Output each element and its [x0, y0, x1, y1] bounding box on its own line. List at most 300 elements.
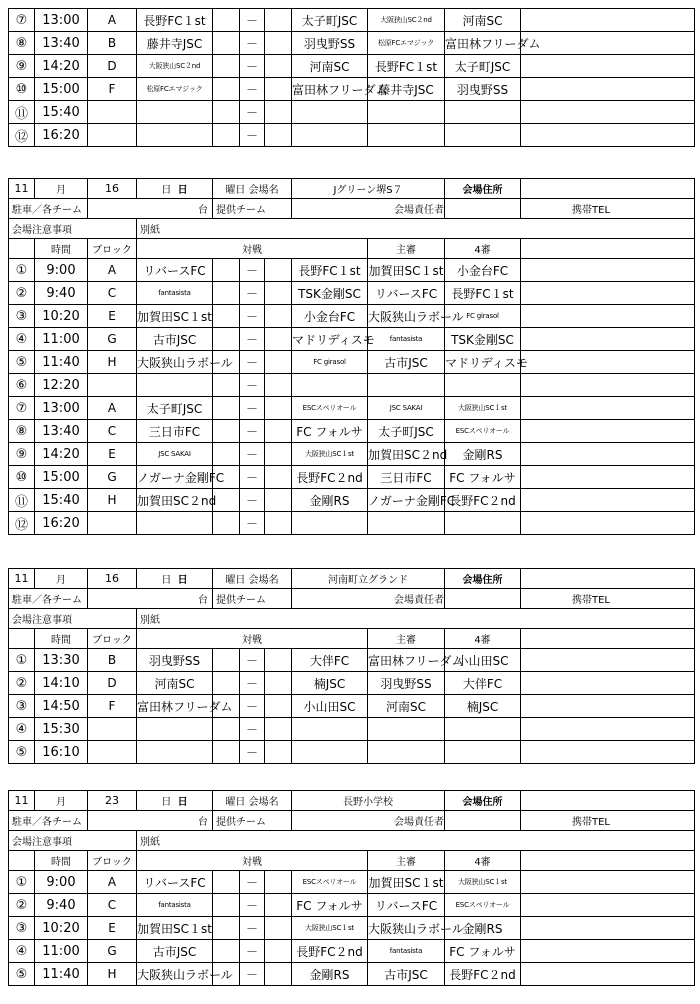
phone-cell [521, 811, 695, 831]
cell-block: F [88, 695, 137, 718]
blank-cell [521, 489, 695, 512]
spacer-cell [265, 443, 292, 466]
manager-value [445, 811, 521, 831]
cell-block [88, 512, 137, 535]
versus-dash: － [240, 649, 265, 672]
parking-label: 駐車／各チーム [9, 589, 88, 609]
spacer-cell [265, 259, 292, 282]
cell-referee: リバースFC [368, 894, 445, 917]
cell-home: 大阪狭山ラボール [137, 963, 213, 986]
cell-no: ⑧ [9, 420, 35, 443]
cell-away [292, 124, 368, 147]
cell-time: 9:00 [35, 871, 88, 894]
cell-away [292, 374, 368, 397]
cell-no: ④ [9, 940, 35, 963]
match-row [9, 32, 695, 55]
venue-name: 河南町立グランド [292, 569, 445, 589]
cell-away: 楠JSC [292, 672, 368, 695]
versus-dash: － [240, 917, 265, 940]
cell-time: 11:40 [35, 351, 88, 374]
cell-time: 10:20 [35, 305, 88, 328]
cell-time: 15:40 [35, 101, 88, 124]
cell-fourth: TSK金剛SC [445, 328, 521, 351]
cell-away: 羽曳野SS [292, 32, 368, 55]
provider-label: 提供チーム [213, 199, 292, 219]
cell-away: 金剛RS [292, 489, 368, 512]
cell-home: 松原FCエマジック [137, 78, 213, 101]
parking-label: 駐車／各チーム [9, 199, 88, 219]
blank-cell [521, 894, 695, 917]
cell-referee: 長野FC１st [368, 55, 445, 78]
blank-cell [521, 695, 695, 718]
weekday-value: 日 [177, 185, 188, 196]
cell-block: G [88, 940, 137, 963]
cell-block: B [88, 649, 137, 672]
manager-label: 会場責任者 [292, 589, 445, 609]
notes-label: 会場注意事項 [9, 219, 137, 239]
manager-value [445, 589, 521, 609]
spacer-cell [213, 894, 240, 917]
versus-dash: － [240, 259, 265, 282]
day-value: 16 [88, 569, 137, 589]
cell-away: 河南SC [292, 55, 368, 78]
cell-block: C [88, 420, 137, 443]
month-value: 11 [9, 569, 35, 589]
cell-block: G [88, 466, 137, 489]
block-header: ブロック [88, 239, 137, 259]
cell-home: JSC SAKAI [137, 443, 213, 466]
spacer-cell [213, 328, 240, 351]
spacer-cell [265, 940, 292, 963]
match-row [9, 512, 695, 535]
versus-dash: － [240, 718, 265, 741]
phone-cell [521, 589, 695, 609]
cell-home: 古市JSC [137, 940, 213, 963]
match-row [9, 894, 695, 917]
cell-block [88, 374, 137, 397]
cell-referee: 大阪狭山ラボール [368, 305, 445, 328]
day-value: 23 [88, 791, 137, 811]
weekday-suffix: 曜日 [225, 575, 246, 586]
cell-away: FC フォルサ [292, 894, 368, 917]
venue-schedule-table [8, 790, 694, 986]
cell-no: ① [9, 871, 35, 894]
spacer-cell [265, 9, 292, 32]
cell-home [137, 101, 213, 124]
spacer-cell [213, 9, 240, 32]
cell-home: 大阪狭山SC２nd [137, 55, 213, 78]
cell-block: H [88, 351, 137, 374]
cell-time: 16:20 [35, 512, 88, 535]
cell-no: ⑨ [9, 443, 35, 466]
cell-away: 長野FC２nd [292, 940, 368, 963]
blank-cell [521, 32, 695, 55]
parking-unit: 台 [88, 811, 213, 831]
cell-fourth: 大阪狭山SC１st [445, 397, 521, 420]
cell-time: 14:20 [35, 55, 88, 78]
spacer-cell [213, 871, 240, 894]
match-row [9, 917, 695, 940]
spacer-cell [213, 672, 240, 695]
versus-dash: － [240, 940, 265, 963]
spacer-cell [265, 351, 292, 374]
cell-referee [368, 741, 445, 764]
versus-dash: － [240, 466, 265, 489]
cell-referee: 古市JSC [368, 351, 445, 374]
cell-block: A [88, 397, 137, 420]
cell-fourth: 金剛RS [445, 917, 521, 940]
match-row [9, 489, 695, 512]
spacer-cell [213, 489, 240, 512]
versus-dash: － [240, 9, 265, 32]
fourth-header: 4審 [445, 239, 521, 259]
spacer-cell [213, 420, 240, 443]
cell-block: C [88, 282, 137, 305]
spacer-cell [213, 374, 240, 397]
cell-fourth: FC フォルサ [445, 940, 521, 963]
cell-home: リバースFC [137, 259, 213, 282]
match-row [9, 282, 695, 305]
month-unit: 月 [35, 791, 88, 811]
cell-fourth [445, 718, 521, 741]
cell-no: ④ [9, 718, 35, 741]
cell-home: 藤井寺JSC [137, 32, 213, 55]
weekday-suffix: 曜日 [225, 185, 246, 196]
cell-time: 9:40 [35, 894, 88, 917]
cell-no: ① [9, 649, 35, 672]
versus-dash: － [240, 351, 265, 374]
cell-home: 古市JSC [137, 328, 213, 351]
cell-referee: fantasista [368, 940, 445, 963]
day-unit: 日 [161, 575, 172, 586]
cell-no: ⑪ [9, 101, 35, 124]
versus-dash: － [240, 963, 265, 986]
cell-no: ⑦ [9, 9, 35, 32]
blank-cell [521, 282, 695, 305]
cell-block: F [88, 78, 137, 101]
blank-cell [521, 512, 695, 535]
spacer-cell [265, 328, 292, 351]
cell-time: 13:00 [35, 9, 88, 32]
cell-no: ⑥ [9, 374, 35, 397]
cell-block: A [88, 9, 137, 32]
blank-cell [521, 351, 695, 374]
weekday-cell [137, 791, 213, 811]
notes-value: 別紙 [137, 831, 695, 851]
cell-referee [368, 718, 445, 741]
blank-header [521, 629, 695, 649]
cell-time: 15:40 [35, 489, 88, 512]
cell-away [292, 741, 368, 764]
cell-home: 三日市FC [137, 420, 213, 443]
cell-no: ⑫ [9, 512, 35, 535]
cell-referee: 大阪狭山SC２nd [368, 9, 445, 32]
cell-time: 15:00 [35, 78, 88, 101]
spacer-cell [265, 917, 292, 940]
referee-header: 主審 [368, 629, 445, 649]
cell-referee: 古市JSC [368, 963, 445, 986]
notes-label: 会場注意事項 [9, 831, 137, 851]
cell-referee: リバースFC [368, 282, 445, 305]
match-row [9, 101, 695, 124]
match-row [9, 741, 695, 764]
versus-dash: － [240, 420, 265, 443]
spacer-cell [265, 718, 292, 741]
spacer-cell [265, 649, 292, 672]
blank-cell [521, 871, 695, 894]
spacer-cell [265, 466, 292, 489]
cell-time: 9:00 [35, 259, 88, 282]
cell-no: ② [9, 894, 35, 917]
cell-fourth: 金剛RS [445, 443, 521, 466]
time-header: 時間 [35, 239, 88, 259]
cell-home [137, 124, 213, 147]
versus-dash: － [240, 397, 265, 420]
match-row [9, 351, 695, 374]
cell-time: 16:10 [35, 741, 88, 764]
versus-dash: － [240, 282, 265, 305]
cell-away: 大阪狭山SC１st [292, 917, 368, 940]
blank-cell [521, 78, 695, 101]
cell-block [88, 124, 137, 147]
cell-no: ⑪ [9, 489, 35, 512]
venue-label-text: 会場名 [248, 185, 279, 196]
blank-cell [521, 328, 695, 351]
cell-time: 14:10 [35, 672, 88, 695]
cell-no: ⑤ [9, 741, 35, 764]
cell-referee [368, 124, 445, 147]
weekday-value: 日 [177, 797, 188, 808]
address-label: 会場住所 [445, 179, 521, 199]
spacer-cell [265, 672, 292, 695]
cell-fourth: 太子町JSC [445, 55, 521, 78]
weekday-value: 日 [177, 575, 188, 586]
blank-header [521, 239, 695, 259]
cell-block: A [88, 871, 137, 894]
venue-label-text: 会場名 [248, 797, 279, 808]
cell-fourth: 大伴FC [445, 672, 521, 695]
versus-dash: － [240, 741, 265, 764]
block-header: ブロック [88, 851, 137, 871]
weekday-cell [137, 179, 213, 199]
cell-fourth: 長野FC１st [445, 282, 521, 305]
referee-header: 主審 [368, 851, 445, 871]
referee-header: 主審 [368, 239, 445, 259]
spacer-cell [213, 512, 240, 535]
cell-away: 大阪狭山SC１st [292, 443, 368, 466]
spacer-cell [265, 305, 292, 328]
spacer-cell [213, 305, 240, 328]
cell-fourth: 富田林フリーダム [445, 32, 521, 55]
spacer-cell [213, 282, 240, 305]
spacer-cell [213, 443, 240, 466]
notes-value: 別紙 [137, 219, 695, 239]
cell-home: 太子町JSC [137, 397, 213, 420]
cell-home: 大阪狭山ラボール [137, 351, 213, 374]
versus-dash: － [240, 512, 265, 535]
month-unit: 月 [35, 179, 88, 199]
spacer-cell [265, 101, 292, 124]
cell-block: H [88, 963, 137, 986]
versus-dash: － [240, 78, 265, 101]
match-row [9, 124, 695, 147]
spacer-cell [265, 871, 292, 894]
cell-referee: 富田林フリーダム [368, 649, 445, 672]
blank-cell [521, 420, 695, 443]
cell-block: H [88, 489, 137, 512]
venue-schedule-table [8, 178, 694, 535]
cell-away: 小山田SC [292, 695, 368, 718]
cell-home [137, 512, 213, 535]
cell-no: ⑩ [9, 466, 35, 489]
spacer-cell [213, 78, 240, 101]
blank-cell [521, 124, 695, 147]
match-row [9, 718, 695, 741]
phone-label: 携帯TEL [572, 595, 610, 606]
cell-fourth [445, 512, 521, 535]
cell-away: 小金台FC [292, 305, 368, 328]
cell-away: 大伴FC [292, 649, 368, 672]
spacer-cell [265, 512, 292, 535]
cell-fourth: マドリディスモ [445, 351, 521, 374]
match-row [9, 649, 695, 672]
blank-cell [521, 741, 695, 764]
address-value [521, 569, 695, 589]
match-row [9, 55, 695, 78]
cell-referee [368, 101, 445, 124]
cell-fourth: 長野FC２nd [445, 489, 521, 512]
cell-referee: 加賀田SC１st [368, 259, 445, 282]
cell-time: 15:30 [35, 718, 88, 741]
spacer-cell [265, 55, 292, 78]
cell-block: C [88, 894, 137, 917]
cell-block [88, 741, 137, 764]
cell-home: リバースFC [137, 871, 213, 894]
match-row [9, 328, 695, 351]
versus-dash: － [240, 443, 265, 466]
match-header: 対戦 [137, 239, 368, 259]
match-row [9, 374, 695, 397]
spacer-cell [265, 695, 292, 718]
cell-no: ⑩ [9, 78, 35, 101]
match-row [9, 695, 695, 718]
match-row [9, 397, 695, 420]
cell-referee: 加賀田SC２nd [368, 443, 445, 466]
spacer-cell [213, 917, 240, 940]
versus-dash: － [240, 124, 265, 147]
block-header: ブロック [88, 629, 137, 649]
cell-no: ③ [9, 917, 35, 940]
no-header [9, 239, 35, 259]
cell-block: G [88, 328, 137, 351]
cell-fourth: 長野FC２nd [445, 963, 521, 986]
blank-cell [521, 397, 695, 420]
cell-time: 14:50 [35, 695, 88, 718]
versus-dash: － [240, 871, 265, 894]
provider-label: 提供チーム [213, 811, 292, 831]
blank-cell [521, 259, 695, 282]
cell-block: E [88, 917, 137, 940]
spacer-cell [213, 32, 240, 55]
spacer-cell [265, 32, 292, 55]
blank-cell [521, 963, 695, 986]
cell-home [137, 374, 213, 397]
cell-fourth: FC girasol [445, 305, 521, 328]
spacer-cell [213, 124, 240, 147]
weekday-cell [137, 569, 213, 589]
blank-cell [521, 917, 695, 940]
spacer-cell [265, 963, 292, 986]
phone-label: 携帯TEL [572, 205, 611, 216]
venue-label [213, 791, 292, 811]
cell-block: A [88, 259, 137, 282]
cell-home [137, 741, 213, 764]
cell-block: E [88, 443, 137, 466]
blank-cell [521, 940, 695, 963]
cell-referee: 加賀田SC１st [368, 871, 445, 894]
time-header: 時間 [35, 629, 88, 649]
blank-cell [521, 101, 695, 124]
match-row [9, 940, 695, 963]
cell-fourth: 楠JSC [445, 695, 521, 718]
parking-label: 駐車／各チーム [9, 811, 88, 831]
spacer-cell [265, 282, 292, 305]
cell-no: ② [9, 282, 35, 305]
match-row [9, 963, 695, 986]
cell-time: 13:30 [35, 649, 88, 672]
spacer-cell [265, 894, 292, 917]
no-header [9, 629, 35, 649]
cell-home: 富田林フリーダム [137, 695, 213, 718]
cell-block [88, 101, 137, 124]
cell-fourth: 河南SC [445, 9, 521, 32]
fourth-header: 4審 [445, 629, 521, 649]
phone-cell [521, 199, 695, 219]
spacer-cell [265, 420, 292, 443]
spacer-cell [265, 397, 292, 420]
address-value [521, 791, 695, 811]
phone-label: 携帯TEL [572, 817, 610, 828]
month-value: 11 [9, 179, 35, 199]
cell-fourth: 羽曳野SS [445, 78, 521, 101]
cell-no: ③ [9, 305, 35, 328]
cell-away: マドリディスモ [292, 328, 368, 351]
cell-no: ① [9, 259, 35, 282]
time-header: 時間 [35, 851, 88, 871]
parking-unit: 台 [88, 199, 213, 219]
blank-cell [521, 374, 695, 397]
versus-dash: － [240, 305, 265, 328]
match-row [9, 672, 695, 695]
cell-time: 11:00 [35, 328, 88, 351]
cell-block [88, 718, 137, 741]
versus-dash: － [240, 672, 265, 695]
cell-home: 加賀田SC１st [137, 305, 213, 328]
cell-away [292, 512, 368, 535]
cell-away: 太子町JSC [292, 9, 368, 32]
cell-no: ⑧ [9, 32, 35, 55]
cell-no: ⑤ [9, 963, 35, 986]
address-value [521, 179, 695, 199]
month-unit: 月 [35, 569, 88, 589]
spacer-cell [213, 259, 240, 282]
day-unit: 日 [161, 185, 172, 196]
cell-away: 金剛RS [292, 963, 368, 986]
cell-away: ESCスペリオール [292, 397, 368, 420]
cell-referee: 松原FCエマジック [368, 32, 445, 55]
venue-label-text: 会場名 [248, 575, 279, 586]
spacer-cell [265, 374, 292, 397]
